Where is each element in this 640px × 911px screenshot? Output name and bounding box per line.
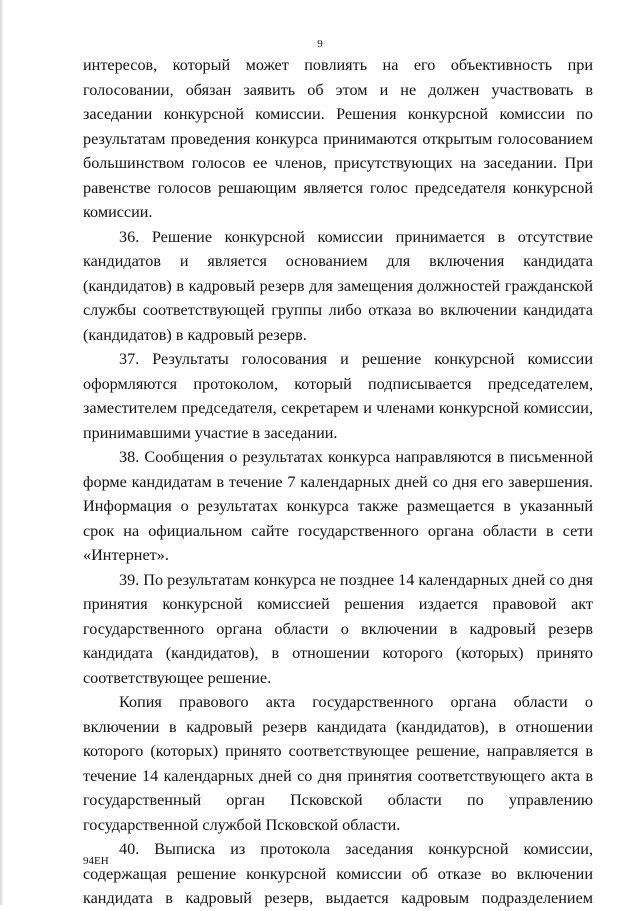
paragraph-item-38: 38. Сообщения о результатах конкурса направляются в письменной форме кандидатам в течение 7 календарных дней со дня его завершения. Информация о результатах конкурса также размещается в указанный срок на официальном сайте государственного органа области в сети «Интернет». <box>83 448 593 564</box>
document-body <box>83 53 593 911</box>
paragraph-copy-order: Копия правового акта государственного органа области о включении в кадровый резерв кандидата (кандидатов), в отношении которого (которых) принято соответствующее решение, направляется в течение 14 календарных дней со дня принятия соответствующего акта в государственный орган Псковской области по управлению государственной службой Псковской области. <box>83 693 593 834</box>
paragraph-item-37: 37. Результаты голосования и решение конкурсной комиссии оформляются протоколом, который подписывается председателем, заместителем председателя, секретарем и членами конкурсной комиссии, принимавшими участие в заседании. <box>83 350 593 442</box>
page-number: 9 <box>317 38 323 50</box>
paragraph-item-40: 40. Выписка из протокола заседания конкурсной комиссии, содержащая решение конкурсной комиссии об отказе во включении кандидата в кадровый резерв, выдается кадровым подразделением <box>83 840 593 907</box>
scan-edge <box>0 0 4 905</box>
paragraph-continuation: интересов, который может повлиять на его объективность при голосовании, обязан заявить об этом и не должен участвовать в заседании конкурсной комиссии. Решения конкурсной комиссии по результатам проведения конкурса принимаются открытым голосованием большинством голосов ее членов, присутствующих на заседании. При равенстве голосов решающим является голос председателя конкурсной комиссии. <box>83 56 593 221</box>
paragraph-item-39: 39. По результатам конкурса не позднее 14 календарных дней со дня принятия конкурсной комиссией решения издается правовой акт государственного органа области о включении в кадровый резерв кандидата (кандидатов), в отношении которого (которых) принято соответствующее решение. <box>83 570 593 687</box>
paragraph-item-36: 36. Решение конкурсной комиссии принимается в отсутствие кандидатов и является основанием для включения кандидата (кандидатов) в кадровый резерв для замещения должностей гражданской службы соответствующей группы либо отказа во включении кандидата (кандидатов) в кадровый резерв. <box>83 227 593 344</box>
document-code: 94ЕН <box>83 855 109 867</box>
